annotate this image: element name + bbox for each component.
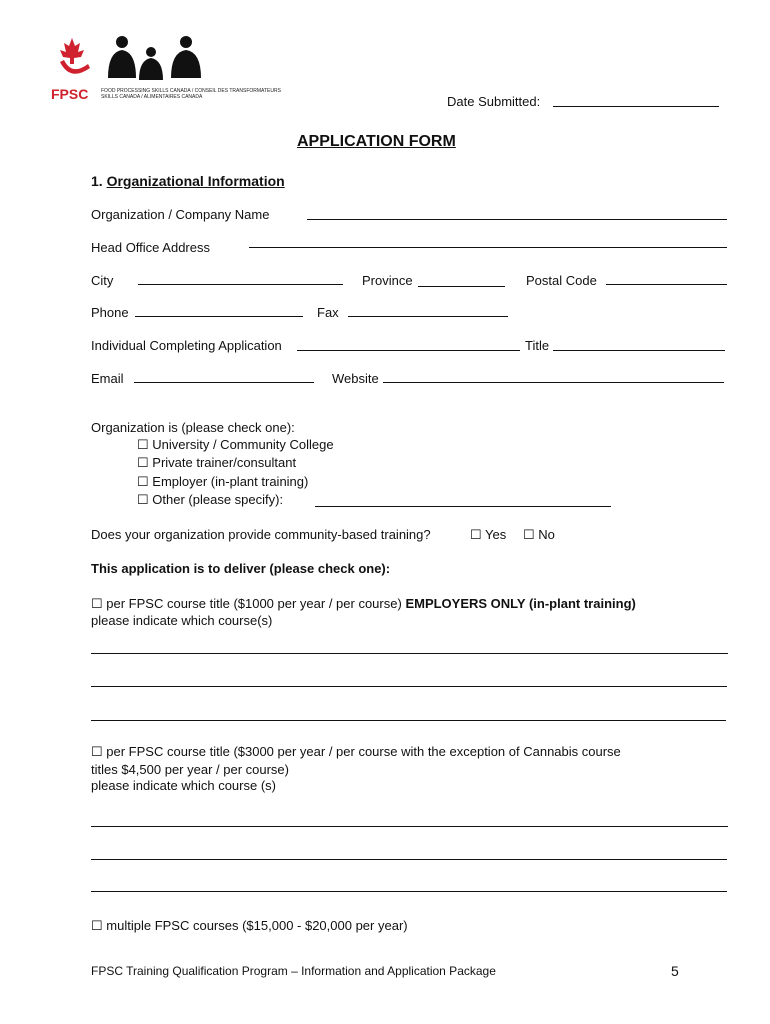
deliver-option-per-course-employer[interactable] [91,596,636,612]
option1-bold-text: EMPLOYERS ONLY (in-plant training) [405,596,636,611]
checkbox-icon[interactable]: ☐ [91,596,103,611]
date-submitted-field[interactable] [553,106,719,107]
website-label: Website [332,371,379,386]
course-line[interactable] [91,859,727,860]
option2-text-line2: titles $4,500 per year / per course) [91,762,289,777]
org-type-prompt: Organization is (please check one): [91,420,295,435]
fax-field[interactable] [348,316,508,317]
option2-text-line1: per FPSC course title ($3000 per year / per course with the exception of Cannabis course [106,744,621,759]
logo-tagline [101,88,281,100]
option-label: Employer (in-plant training) [152,474,309,489]
website-field[interactable] [383,382,724,383]
option-label: Private trainer/consultant [152,455,297,470]
section-heading [91,173,285,189]
head-office-label: Head Office Address [91,240,210,255]
checkbox-icon[interactable]: ☐ [137,492,149,507]
phone-label: Phone [91,305,129,320]
date-submitted-label: Date Submitted: [447,94,541,109]
page-number: 5 [671,963,679,979]
org-type-option-college[interactable] [137,437,334,453]
deliver-option-per-course[interactable] [91,744,621,760]
head-office-field[interactable] [249,247,727,248]
title-label: Title [525,338,550,353]
postal-code-field[interactable] [606,284,727,285]
checkbox-icon[interactable]: ☐ [91,744,103,759]
option2-sub-label: please indicate which course (s) [91,778,276,793]
checkbox-icon[interactable]: ☐ [91,918,103,933]
checkbox-icon[interactable]: ☐ [137,455,149,470]
logo-tagline-line2: SKILLS CANADA / ALIMENTAIRES CANADA [101,94,203,100]
postal-code-label: Postal Code [526,273,597,288]
deliver-option-multiple[interactable] [91,918,408,934]
individual-label: Individual Completing Application [91,338,282,353]
course-line[interactable] [91,686,727,687]
maple-leaf-icon [60,38,84,64]
individual-field[interactable] [297,350,520,351]
course-line[interactable] [91,720,726,721]
org-type-option-trainer[interactable] [137,455,296,471]
checkbox-icon[interactable]: ☐ [523,527,535,542]
community-no-option[interactable] [523,527,555,543]
city-field[interactable] [138,284,343,285]
option-label: Other (please specify): [152,492,284,507]
course-line[interactable] [91,826,728,827]
community-question: Does your organization provide community-based training? [91,527,431,542]
province-label: Province [362,273,413,288]
email-label: Email [91,371,124,386]
swoosh-icon [60,60,90,74]
other-specify-field[interactable] [315,506,611,507]
no-label: No [538,527,555,542]
section-number: 1. [91,173,103,189]
logo-tagline-line1: FOOD PROCESSING SKILLS CANADA / CONSEIL DES TRANSFORMATEURS [101,88,281,94]
org-name-field[interactable] [307,219,727,220]
people-silhouettes-icon [108,36,201,80]
phone-field[interactable] [135,316,303,317]
course-line[interactable] [91,891,727,892]
option1-text: per FPSC course title ($1000 per year / per course) [106,596,402,611]
title-field[interactable] [553,350,725,351]
org-type-option-employer[interactable] [137,474,308,490]
course-line[interactable] [91,653,728,654]
org-type-option-other[interactable] [137,492,283,508]
option1-sub-label: please indicate which course(s) [91,613,273,628]
form-title: APPLICATION FORM [297,133,456,150]
yes-label: Yes [485,527,507,542]
deliver-heading: This application is to deliver (please check one): [91,561,391,576]
province-field[interactable] [418,286,505,287]
community-yes-option[interactable] [470,527,506,543]
checkbox-icon[interactable]: ☐ [137,437,149,452]
footer-text: FPSC Training Qualification Program – Information and Application Package [91,964,496,978]
city-label: City [91,273,114,288]
section-title: Organizational Information [106,173,285,189]
checkbox-icon[interactable]: ☐ [137,474,149,489]
org-name-label: Organization / Company Name [91,207,270,222]
fax-label: Fax [317,305,339,320]
logo-text: FPSC [51,86,89,102]
checkbox-icon[interactable]: ☐ [470,527,482,542]
option-label: University / Community College [152,437,334,452]
option3-text: multiple FPSC courses ($15,000 - $20,000 per year) [106,918,408,933]
email-field[interactable] [134,382,314,383]
